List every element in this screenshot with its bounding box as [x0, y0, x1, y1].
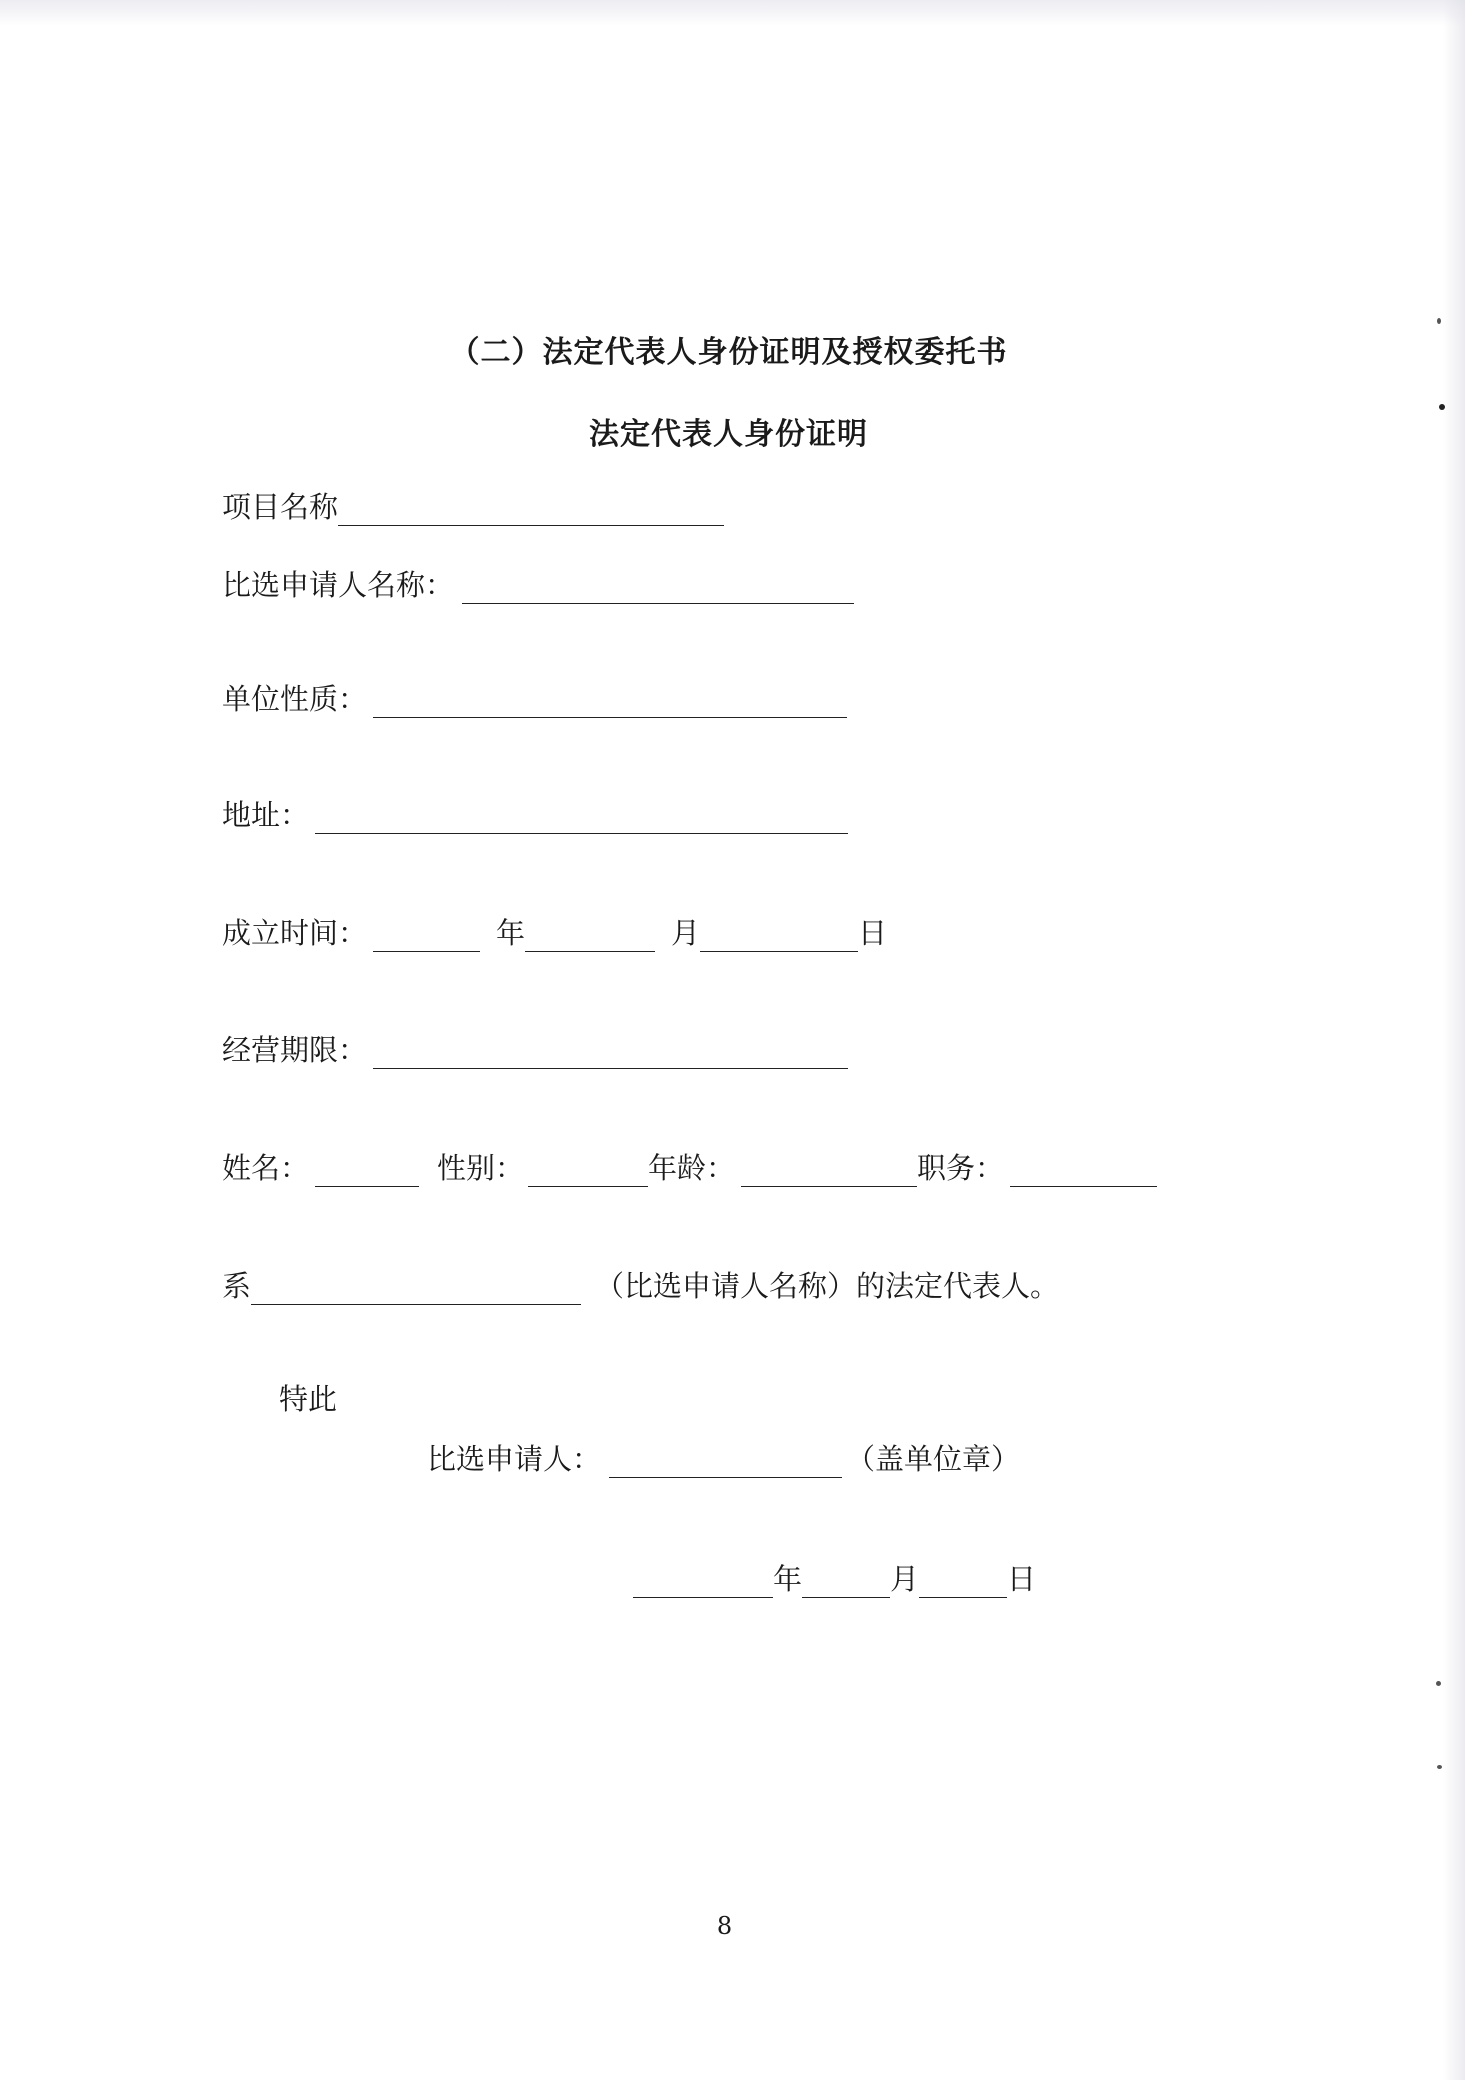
signature-applicant-blank[interactable]	[609, 1443, 842, 1478]
address-row	[222, 793, 848, 833]
position-label: 职务：	[917, 1151, 1005, 1185]
scan-speck	[1436, 1681, 1441, 1686]
closing-year-blank[interactable]	[633, 1563, 773, 1598]
statement-applicant-blank[interactable]	[251, 1270, 581, 1305]
term-blank[interactable]	[373, 1034, 848, 1069]
closing-day-blank[interactable]	[919, 1563, 1007, 1598]
age-label: 年龄：	[648, 1151, 736, 1185]
established-month-blank[interactable]	[525, 917, 655, 952]
seal-note: （盖单位章）	[846, 1442, 1021, 1476]
scan-shadow	[0, 0, 1465, 26]
established-row	[222, 911, 887, 951]
signature-row	[427, 1437, 1020, 1477]
hereby-row	[279, 1377, 337, 1417]
applicant-name-row	[222, 563, 854, 603]
document-heading: （二）法定代表人身份证明及授权委托书	[449, 335, 1008, 370]
representative-statement-row	[222, 1264, 1059, 1304]
gender-blank[interactable]	[528, 1152, 648, 1187]
scan-edge-shadow	[1443, 0, 1465, 2080]
established-month-unit: 月	[671, 916, 701, 950]
project-name-label: 项目名称	[222, 490, 339, 524]
term-label: 经营期限：	[222, 1033, 368, 1067]
representative-info-row	[222, 1146, 1157, 1186]
name-label: 姓名：	[222, 1151, 310, 1185]
age-blank[interactable]	[741, 1152, 917, 1187]
page-number: 8	[716, 1912, 733, 1940]
closing-year-unit: 年	[773, 1562, 803, 1596]
applicant-name-blank[interactable]	[462, 569, 854, 604]
gender-label: 性别：	[437, 1151, 525, 1185]
established-year-blank[interactable]	[373, 917, 480, 952]
address-label: 地址：	[222, 798, 310, 832]
unit-nature-label: 单位性质：	[222, 682, 368, 716]
term-row	[222, 1028, 848, 1068]
document-subheading: 法定代表人身份证明	[589, 417, 868, 452]
unit-nature-row	[222, 677, 847, 717]
unit-nature-blank[interactable]	[373, 683, 847, 718]
hereby-text: 特此	[279, 1382, 338, 1416]
closing-day-unit: 日	[1007, 1562, 1037, 1596]
established-label: 成立时间：	[222, 916, 368, 950]
closing-date-row	[633, 1557, 1036, 1597]
project-name-row	[222, 485, 724, 525]
established-year-unit: 年	[496, 916, 526, 950]
statement-suffix: （比选申请人名称）的法定代表人。	[595, 1269, 1060, 1303]
name-blank[interactable]	[315, 1152, 419, 1187]
address-blank[interactable]	[315, 799, 848, 834]
established-day-blank[interactable]	[700, 917, 858, 952]
closing-month-unit: 月	[890, 1562, 920, 1596]
established-day-unit: 日	[858, 916, 888, 950]
scan-speck	[1437, 318, 1441, 324]
scan-speck	[1437, 1765, 1442, 1769]
statement-prefix: 系	[222, 1269, 252, 1303]
position-blank[interactable]	[1010, 1152, 1157, 1187]
closing-month-blank[interactable]	[802, 1563, 890, 1598]
applicant-name-label: 比选申请人名称：	[222, 568, 455, 602]
project-name-blank[interactable]	[338, 491, 724, 526]
signature-applicant-label: 比选申请人：	[427, 1442, 602, 1476]
